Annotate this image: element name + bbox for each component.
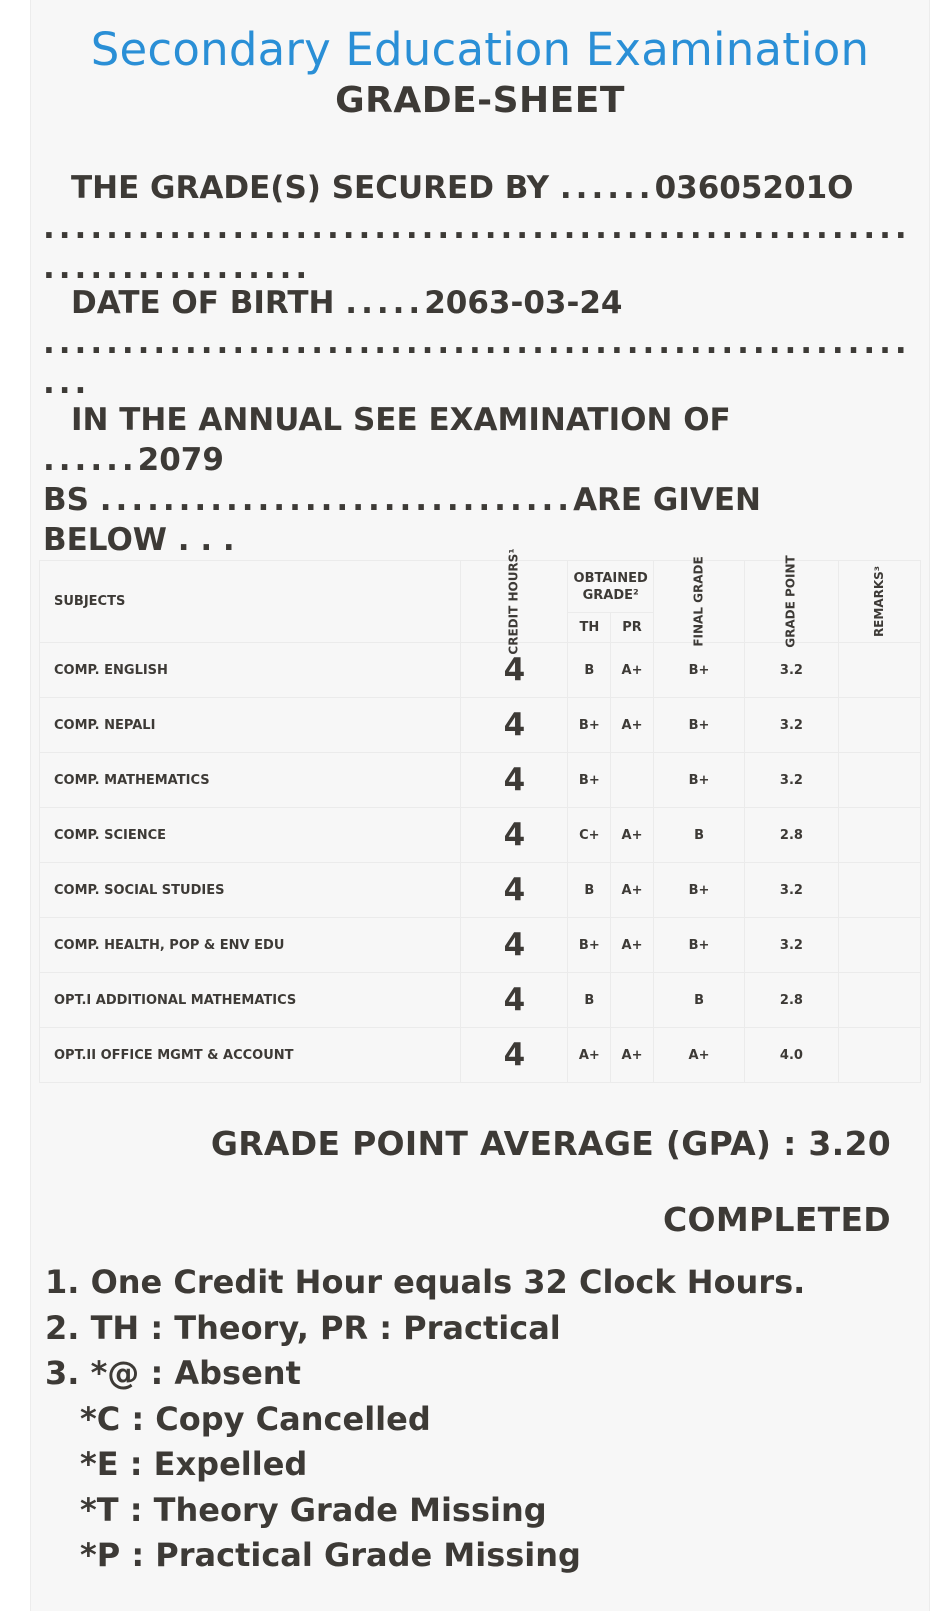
gpa-summary: GRADE POINT AVERAGE (GPA) : 3.20	[210, 1124, 891, 1163]
table-row	[40, 698, 921, 753]
below-label: BELOW . . .	[43, 522, 235, 558]
exam-year: 2079	[137, 442, 224, 478]
final-grade-cell: B	[653, 973, 744, 1028]
th-cell: A+	[568, 1028, 611, 1083]
grade-sheet	[30, 0, 930, 1611]
pr-cell: A+	[611, 698, 654, 753]
remarks-cell	[838, 973, 920, 1028]
credit-cell: 4	[461, 863, 568, 918]
credit-cell: 4	[461, 808, 568, 863]
grade-point-cell: 4.0	[745, 1028, 838, 1083]
footnote: 1. One Credit Hour equals 32 Clock Hours.	[45, 1263, 806, 1301]
subject-cell: COMP. MATHEMATICS	[40, 753, 461, 808]
header-obtained-grade: OBTAINED GRADE²	[568, 561, 653, 613]
table-row	[40, 808, 921, 863]
credit-cell: 4	[461, 1028, 568, 1083]
th-cell: B+	[568, 753, 611, 808]
pr-cell	[611, 973, 654, 1028]
footnotes	[45, 1260, 919, 1579]
remarks-cell	[838, 808, 920, 863]
dob-value: 2063-03-24	[424, 285, 623, 321]
dob-label: DATE OF BIRTH	[71, 285, 335, 321]
subject-cell: COMP. SOCIAL STUDIES	[40, 863, 461, 918]
table-row	[40, 1028, 921, 1083]
final-grade-cell: B	[653, 808, 744, 863]
header-th: TH	[568, 613, 611, 643]
credit-cell: 4	[461, 753, 568, 808]
pr-cell: A+	[611, 863, 654, 918]
pr-cell: A+	[611, 1028, 654, 1083]
final-grade-cell: B+	[653, 918, 744, 973]
footnote: *E : Expelled	[80, 1445, 308, 1483]
th-cell: B+	[568, 918, 611, 973]
th-cell: B	[568, 643, 611, 698]
header-pr: PR	[611, 613, 654, 643]
remarks-cell	[838, 698, 920, 753]
exam-label: IN THE ANNUAL SEE EXAMINATION OF	[71, 402, 731, 438]
footnote: 2. TH : Theory, PR : Practical	[45, 1308, 561, 1347]
secured-by-line: THE GRADE(S) SECURED BY ......03605201O ........................................................................	[43, 170, 911, 286]
final-grade-cell: B+	[653, 753, 744, 808]
subject-cell: OPT.I ADDITIONAL MATHEMATICS	[40, 973, 461, 1028]
remarks-cell	[838, 753, 920, 808]
result-status: COMPLETED	[662, 1200, 891, 1239]
exam-title: Secondary Education Examination	[90, 23, 870, 76]
year-suffix: BS	[43, 482, 89, 518]
symbol-number: 03605201O	[654, 170, 854, 206]
grade-point-cell: 3.2	[745, 643, 838, 698]
remarks-cell	[838, 1028, 920, 1083]
grade-point-cell: 3.2	[745, 918, 838, 973]
footnote: *P : Practical Grade Missing	[80, 1536, 581, 1574]
table-row	[40, 918, 921, 973]
sheet-subtitle: GRADE-SHEET	[335, 80, 625, 121]
grade-point-cell: 2.8	[745, 973, 838, 1028]
final-grade-cell: B+	[653, 643, 744, 698]
footnote: 3. *@ : Absent	[45, 1354, 301, 1392]
subject-cell: COMP. NEPALI	[40, 698, 461, 753]
exam-line: IN THE ANNUAL SEE EXAMINATION OF ......2079 BS ..............................ARE GIVEN BELOW . . .	[43, 402, 761, 558]
table-row	[40, 643, 921, 698]
table-row	[40, 863, 921, 918]
table-row	[40, 753, 921, 808]
th-cell: B+	[568, 698, 611, 753]
final-grade-cell: A+	[653, 1028, 744, 1083]
grade-point-cell: 3.2	[745, 698, 838, 753]
th-cell: B	[568, 973, 611, 1028]
header-remarks: REMARKS³	[838, 561, 920, 643]
subject-cell: OPT.II OFFICE MGMT & ACCOUNT	[40, 1028, 461, 1083]
header-final-grade: FINAL GRADE	[653, 561, 744, 643]
given-label: ARE GIVEN	[573, 482, 761, 518]
subject-cell: COMP. SCIENCE	[40, 808, 461, 863]
secured-by-label: THE GRADE(S) SECURED BY	[71, 170, 550, 206]
pr-cell	[611, 753, 654, 808]
th-cell: B	[568, 863, 611, 918]
grade-point-cell: 2.8	[745, 808, 838, 863]
remarks-cell	[838, 918, 920, 973]
subject-cell: COMP. ENGLISH	[40, 643, 461, 698]
final-grade-cell: B+	[653, 863, 744, 918]
grade-point-cell: 3.2	[745, 753, 838, 808]
footnote: *C : Copy Cancelled	[80, 1399, 431, 1438]
credit-cell: 4	[461, 973, 568, 1028]
final-grade-cell: B+	[653, 698, 744, 753]
table-row	[40, 973, 921, 1028]
header-subjects: SUBJECTS	[40, 561, 461, 643]
credit-cell: 4	[461, 698, 568, 753]
subject-cell: COMP. HEALTH, POP & ENV EDU	[40, 918, 461, 973]
credit-cell: 4	[461, 643, 568, 698]
credit-cell: 4	[461, 918, 568, 973]
footnote: *T : Theory Grade Missing	[80, 1490, 547, 1529]
dob-line: DATE OF BIRTH .....2063-03-24 ..........................................................	[43, 285, 911, 401]
remarks-cell	[838, 863, 920, 918]
pr-cell: A+	[611, 918, 654, 973]
pr-cell: A+	[611, 808, 654, 863]
header-grade-point: GRADE POINT	[745, 561, 838, 643]
grades-table	[39, 548, 921, 1083]
remarks-cell	[838, 643, 920, 698]
header-credit-hours: CREDIT HOURS¹	[461, 561, 568, 643]
pr-cell: A+	[611, 643, 654, 698]
th-cell: C+	[568, 808, 611, 863]
grade-point-cell: 3.2	[745, 863, 838, 918]
